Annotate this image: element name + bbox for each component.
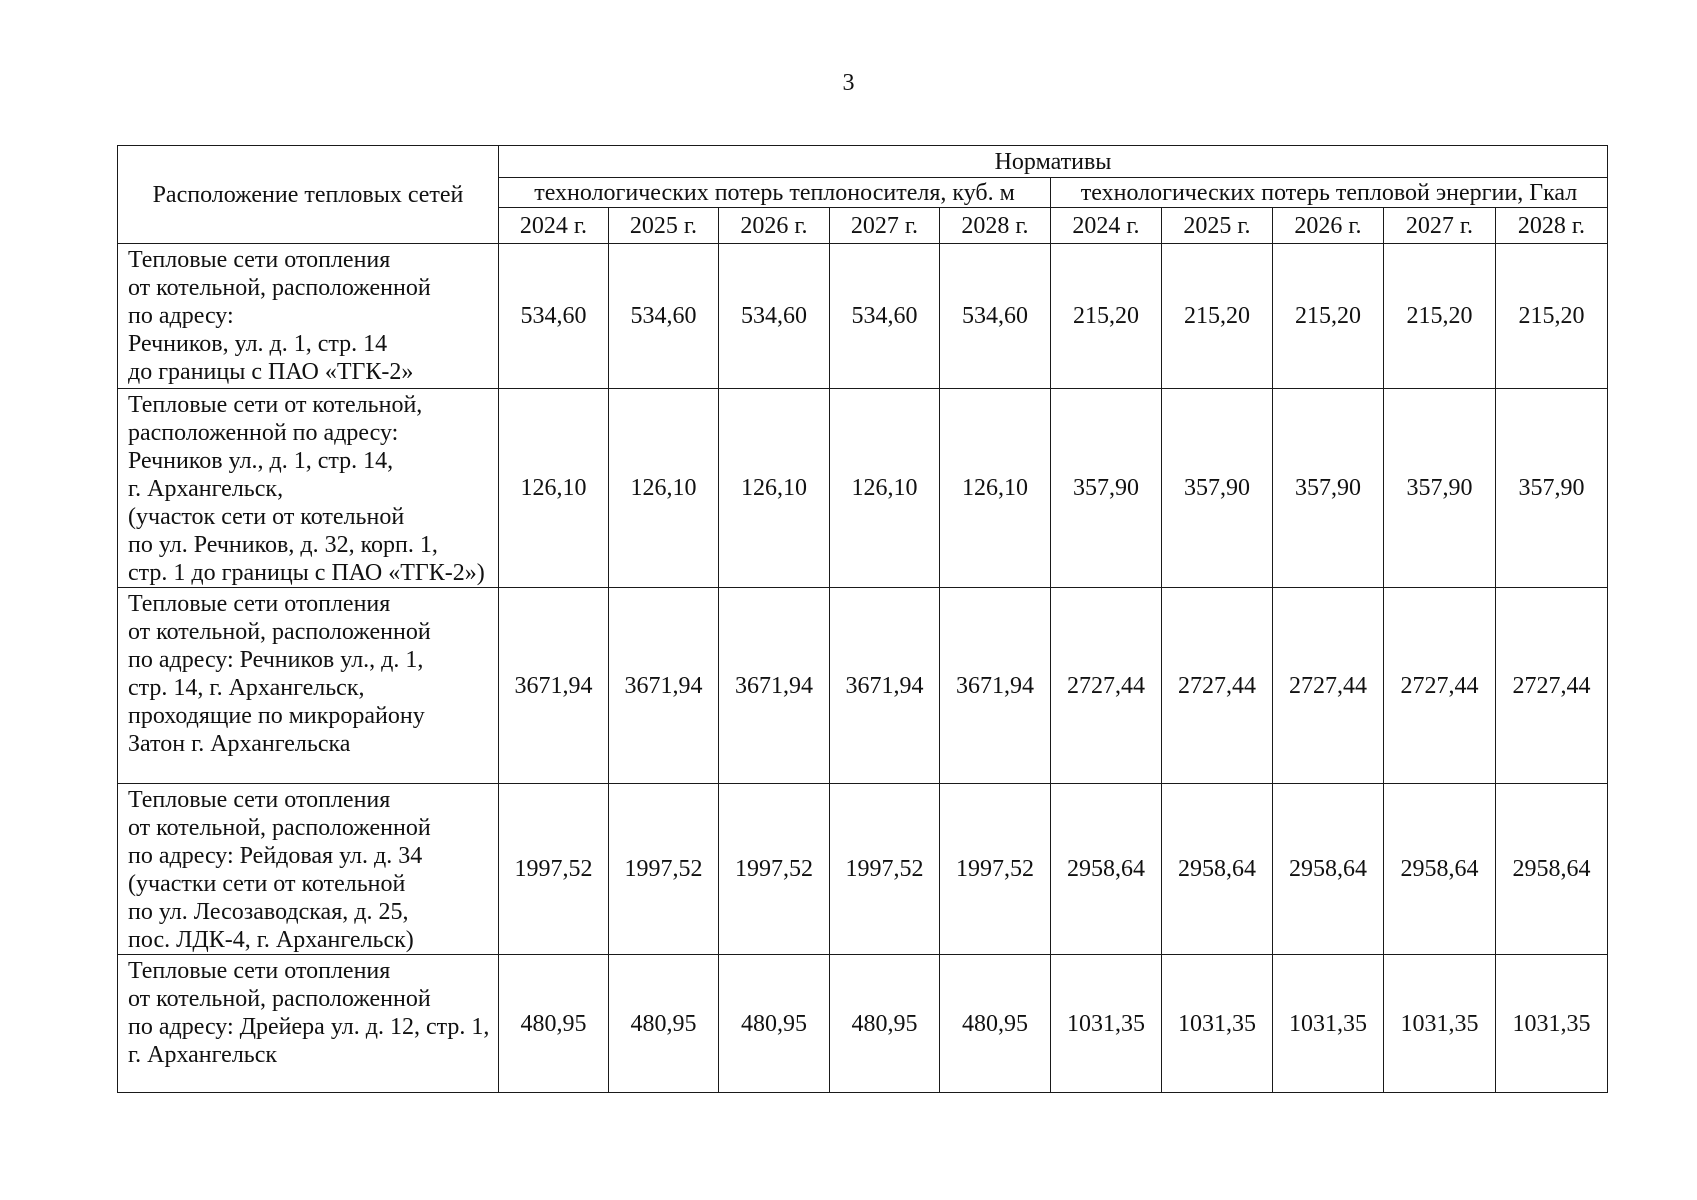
coolant-value: 1997,52 xyxy=(940,784,1051,955)
norms-header: Нормативы xyxy=(499,146,1608,178)
table-row xyxy=(118,244,1608,389)
energy-value: 357,90 xyxy=(1051,389,1162,588)
energy-value: 2958,64 xyxy=(1384,784,1496,955)
energy-value: 215,20 xyxy=(1273,244,1384,389)
coolant-value: 534,60 xyxy=(830,244,940,389)
energy-value: 2727,44 xyxy=(1162,588,1273,784)
coolant-value: 3671,94 xyxy=(609,588,719,784)
energy-value: 1031,35 xyxy=(1162,955,1273,1093)
energy-value: 2958,64 xyxy=(1051,784,1162,955)
coolant-value: 3671,94 xyxy=(940,588,1051,784)
coolant-value: 1997,52 xyxy=(830,784,940,955)
table-row xyxy=(118,389,1608,588)
energy-value: 357,90 xyxy=(1384,389,1496,588)
coolant-value: 480,95 xyxy=(719,955,830,1093)
coolant-value: 126,10 xyxy=(499,389,609,588)
energy-value: 1031,35 xyxy=(1384,955,1496,1093)
energy-value: 1031,35 xyxy=(1051,955,1162,1093)
energy-value: 215,20 xyxy=(1162,244,1273,389)
energy-value: 2958,64 xyxy=(1162,784,1273,955)
coolant-value: 3671,94 xyxy=(719,588,830,784)
energy-value: 357,90 xyxy=(1496,389,1608,588)
energy-value: 1031,35 xyxy=(1273,955,1384,1093)
location-cell: Тепловые сети отопления от котельной, расположенной по адресу: Речников, ул. д. 1, стр. 14 до границы с ПАО «ТГК-2» xyxy=(118,244,499,389)
energy-year-header: 2028 г. xyxy=(1496,208,1608,244)
norms-table xyxy=(117,145,1608,1093)
coolant-year-header: 2024 г. xyxy=(499,208,609,244)
energy-value: 357,90 xyxy=(1273,389,1384,588)
energy-value: 2958,64 xyxy=(1496,784,1608,955)
energy-value: 215,20 xyxy=(1496,244,1608,389)
coolant-value: 3671,94 xyxy=(830,588,940,784)
coolant-year-header: 2026 г. xyxy=(719,208,830,244)
coolant-value: 534,60 xyxy=(719,244,830,389)
location-cell: Тепловые сети от котельной, расположенной по адресу: Речников ул., д. 1, стр. 14, г. Архангельск, (участок сети от котельной по ул. Речников, д. 32, корп. 1, стр. 1 до границы с ПАО «ТГК-2») xyxy=(118,389,499,588)
energy-value: 2727,44 xyxy=(1384,588,1496,784)
coolant-loss-header: технологических потерь теплоносителя, куб. м xyxy=(499,178,1051,208)
coolant-value: 534,60 xyxy=(940,244,1051,389)
coolant-value: 480,95 xyxy=(499,955,609,1093)
location-cell: Тепловые сети отопления от котельной, расположенной по адресу: Речников ул., д. 1, стр. 14, г. Архангельск, проходящие по микрорайону Затон г. Архангельска xyxy=(118,588,499,784)
energy-year-header: 2027 г. xyxy=(1384,208,1496,244)
coolant-value: 534,60 xyxy=(609,244,719,389)
energy-value: 1031,35 xyxy=(1496,955,1608,1093)
energy-value: 215,20 xyxy=(1051,244,1162,389)
coolant-value: 480,95 xyxy=(830,955,940,1093)
energy-value: 2727,44 xyxy=(1273,588,1384,784)
energy-value: 2958,64 xyxy=(1273,784,1384,955)
coolant-year-header: 2025 г. xyxy=(609,208,719,244)
table-row xyxy=(118,588,1608,784)
coolant-value: 126,10 xyxy=(940,389,1051,588)
coolant-value: 126,10 xyxy=(609,389,719,588)
table-row xyxy=(118,955,1608,1093)
coolant-value: 126,10 xyxy=(719,389,830,588)
energy-loss-header: технологических потерь тепловой энергии, Гкал xyxy=(1051,178,1608,208)
energy-year-header: 2025 г. xyxy=(1162,208,1273,244)
coolant-year-header: 2028 г. xyxy=(940,208,1051,244)
coolant-year-header: 2027 г. xyxy=(830,208,940,244)
coolant-value: 480,95 xyxy=(609,955,719,1093)
coolant-value: 3671,94 xyxy=(499,588,609,784)
energy-value: 215,20 xyxy=(1384,244,1496,389)
coolant-value: 126,10 xyxy=(830,389,940,588)
location-header: Расположение тепловых сетей xyxy=(118,146,499,244)
energy-year-header: 2024 г. xyxy=(1051,208,1162,244)
coolant-value: 1997,52 xyxy=(609,784,719,955)
energy-year-header: 2026 г. xyxy=(1273,208,1384,244)
energy-value: 2727,44 xyxy=(1496,588,1608,784)
energy-value: 2727,44 xyxy=(1051,588,1162,784)
coolant-value: 534,60 xyxy=(499,244,609,389)
location-cell: Тепловые сети отопления от котельной, расположенной по адресу: Дрейера ул. д. 12, стр. 1, г. Архангельск xyxy=(118,955,499,1093)
energy-value: 357,90 xyxy=(1162,389,1273,588)
coolant-value: 1997,52 xyxy=(719,784,830,955)
coolant-value: 1997,52 xyxy=(499,784,609,955)
table-row xyxy=(118,784,1608,955)
page-number: 3 xyxy=(842,70,855,96)
location-cell: Тепловые сети отопления от котельной, расположенной по адресу: Рейдовая ул. д. 34 (участки сети от котельной по ул. Лесозаводская, д. 25, пос. ЛДК-4, г. Архангельск) xyxy=(118,784,499,955)
coolant-value: 480,95 xyxy=(940,955,1051,1093)
